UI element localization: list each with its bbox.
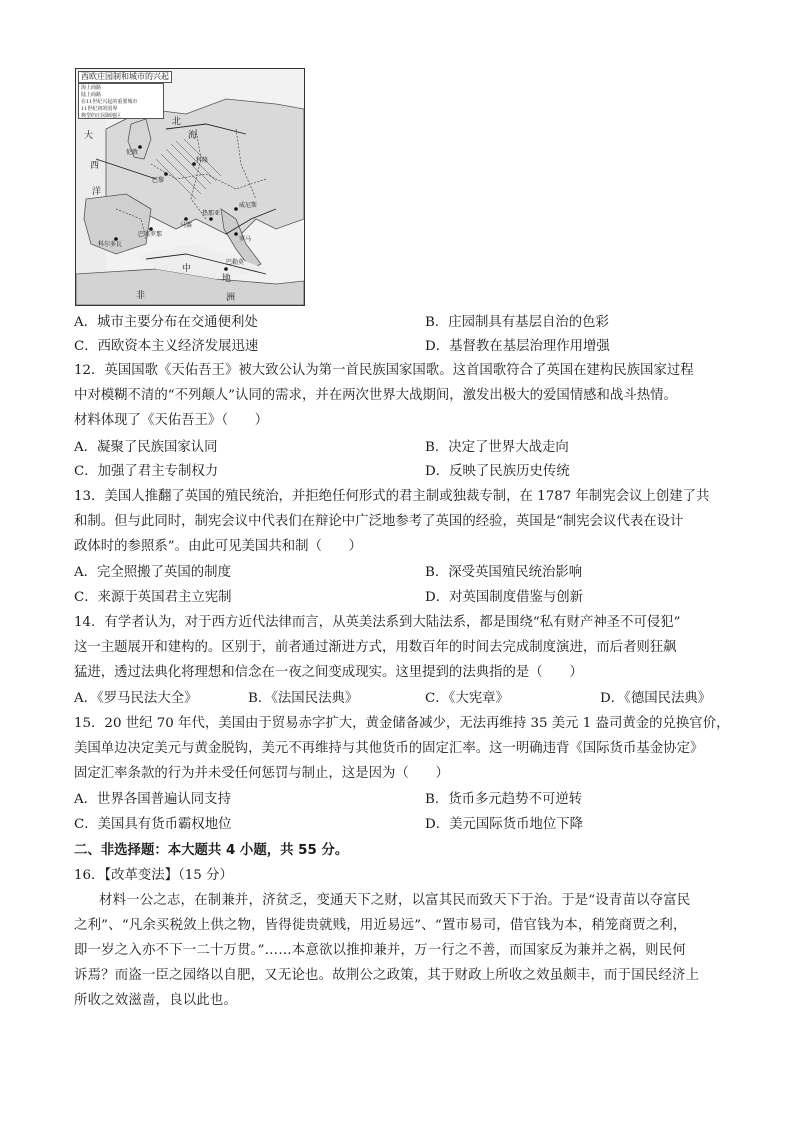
map-city-label: 巴塞罗那 bbox=[138, 231, 163, 238]
q13-stem-line: 政体时的参照系”。由此可见美国共和制（ ） bbox=[74, 539, 363, 554]
q14-stem-line: 这一主题展开和建构的。区别于，前者通过渐进方式，用数百年的时间去完成制度演进，而后者则狂飙 bbox=[74, 640, 677, 655]
q15-option-c[interactable]: C．美国具有货币霸权地位 bbox=[74, 817, 232, 832]
map-label-hai: 海 bbox=[188, 131, 198, 141]
map-city-label: 马赛 bbox=[180, 222, 193, 229]
q16-material-line: 之利”、“凡余买税敛上供之物，皆得徙贵就贱，用近易远”、“置市易司，借官钱为本，稍笼商贾之利， bbox=[74, 918, 687, 933]
map-label-bei: 北 bbox=[172, 117, 182, 127]
map-city-label: 巴黎 bbox=[152, 177, 165, 184]
q14-stem-line: 14．有学者认为，对于西方近代法律而言，从英美法系到大陆法系，都是围绕“私有财产神圣不可侵犯” bbox=[74, 615, 681, 630]
q11-option-c[interactable]: C．西欧资本主义经济发展迅速 bbox=[74, 339, 259, 354]
q16-title: 16．【改革变法】（15 分） bbox=[74, 868, 233, 883]
map-city-label: 罗马 bbox=[239, 236, 252, 243]
map-label-yang: 洋 bbox=[92, 187, 102, 197]
q14-stem-line: 猛进，透过法典化将理想和信念在一夜之间变成现实。这里提到的法典指的是（ ） bbox=[74, 665, 583, 680]
q13-option-d[interactable]: D．对英国制度借鉴与创新 bbox=[425, 590, 584, 605]
q15-stem-line: 美国单边决定美元与黄金脱钩，美元不再维持与其他货币的固定汇率。这一明确违背《国际货币基金协定》 bbox=[74, 741, 704, 756]
map-label-fei: 非 bbox=[136, 291, 146, 301]
q12-stem-line: 中对模糊不清的“不列颠人”认同的需求，并在两次世界大战期间，激发出极大的爱国情感和战斗热情。 bbox=[74, 388, 677, 403]
map-title: 西欧庄园制和城市的兴起 bbox=[78, 71, 172, 83]
q14-option-a[interactable]: A．《罗马民法大全》 bbox=[74, 691, 198, 706]
legend-item: 在11世纪兴起的重要城市 bbox=[81, 99, 138, 105]
q12-stem-line: 材料体现了《天佑吾王》（ ） bbox=[74, 413, 269, 428]
q13-option-c[interactable]: C．来源于英国君主立宪制 bbox=[74, 590, 232, 605]
map-city-label: 科尔多瓦 bbox=[98, 241, 123, 248]
q16-material-line: 诉焉？而盗一臣之园络以自肥，又无论也。故荆公之政策，其于财政上所收之效虽颇丰，而于国民经济上 bbox=[74, 968, 700, 983]
legend-item: 陆上商路 bbox=[81, 92, 102, 98]
map-city-label: 威尼斯 bbox=[239, 202, 258, 209]
legend-item: 典型的庄园制地区 bbox=[81, 113, 122, 119]
legend-item: 11世纪初的国界 bbox=[81, 106, 118, 112]
section-heading: 二、非选择题：本大题共 4 小题，共 55 分。 bbox=[74, 843, 349, 858]
q15-option-b[interactable]: B．货币多元趋势不可逆转 bbox=[425, 792, 583, 807]
q15-stem-line: 固定汇率条款的行为并未受任何惩罚与制止，这是因为（ ） bbox=[74, 766, 449, 781]
q16-material-line: 所收之效滋啬，良以此也。 bbox=[74, 993, 238, 1008]
q12-option-c[interactable]: C．加强了君主专制权力 bbox=[74, 464, 219, 479]
map-label-zhou: 洲 bbox=[226, 293, 236, 303]
q16-material-line: 材料一公之志，在制兼并，济贫乏，变通天下之财，以富其民而致天下于治。于是“设青苗以夺富民 bbox=[99, 893, 691, 908]
q15-option-d[interactable]: D．美元国际货币地位下降 bbox=[425, 817, 584, 832]
map-label-di: 地 bbox=[222, 274, 232, 284]
q11-option-a[interactable]: A．城市主要分布在交通便利处 bbox=[74, 315, 258, 330]
q16-material-line: 即一岁之入亦不下一二十万贯。”……本意欲以推抑兼并，万一行之不善，而国家反为兼并之祸，则民何 bbox=[74, 943, 686, 958]
q13-option-a[interactable]: A．完全照搬了英国的制度 bbox=[74, 565, 231, 580]
history-map-figure bbox=[75, 68, 305, 306]
legend-item: 海上商路 bbox=[81, 85, 102, 91]
q12-option-a[interactable]: A．凝聚了民族国家认同 bbox=[74, 440, 218, 455]
q14-option-d[interactable]: D．《德国民法典》 bbox=[600, 691, 712, 706]
q12-option-d[interactable]: D．反映了民族历史传统 bbox=[425, 464, 570, 479]
q12-option-b[interactable]: B．决定了世界大战走向 bbox=[425, 440, 569, 455]
q11-option-d[interactable]: D．基督教在基层治理作用增强 bbox=[425, 339, 610, 354]
q14-option-c[interactable]: C．《大宪章》 bbox=[425, 691, 509, 706]
map-legend bbox=[78, 83, 164, 119]
q15-option-a[interactable]: A．世界各国普遍认同支持 bbox=[74, 792, 231, 807]
q12-stem-line: 12．英国国歌《天佑吾王》被大致公认为第一首民族国家国歌。这首国歌符合了英国在建构民族国家过程 bbox=[74, 363, 694, 378]
q11-option-b[interactable]: B．庄园制具有基层自治的色彩 bbox=[425, 315, 609, 330]
map-city-label: 伦敦 bbox=[126, 149, 139, 156]
q13-option-b[interactable]: B．深受英国殖民统治影响 bbox=[425, 565, 583, 580]
map-label-da: 大 bbox=[84, 131, 94, 141]
map-city-label: 科隆 bbox=[196, 157, 209, 164]
q13-stem-line: 和制。但与此同时，制宪会议中代表们在辩论中广泛地参考了英国的经验，英国是“制宪会议代表在设计 bbox=[74, 514, 684, 529]
q14-option-b[interactable]: B．《法国民法典》 bbox=[248, 691, 359, 706]
map-city-label: 热那亚 bbox=[202, 210, 221, 217]
map-city-label: 巴勒莫 bbox=[226, 259, 245, 266]
map-label-xi: 西 bbox=[90, 161, 100, 171]
q15-stem-line: 15．20 世纪 70 年代，美国由于贸易赤字扩大，黄金储备减少，无法再维持 35 美元 1 盎司黄金的兑换官价， bbox=[74, 716, 730, 731]
q13-stem-line: 13．美国人推翻了英国的殖民统治，并拒绝任何形式的君主制或独裁专制，在 1787 年制宪会议上创建了共 bbox=[74, 489, 710, 504]
map-label-zhong: 中 bbox=[182, 264, 192, 274]
